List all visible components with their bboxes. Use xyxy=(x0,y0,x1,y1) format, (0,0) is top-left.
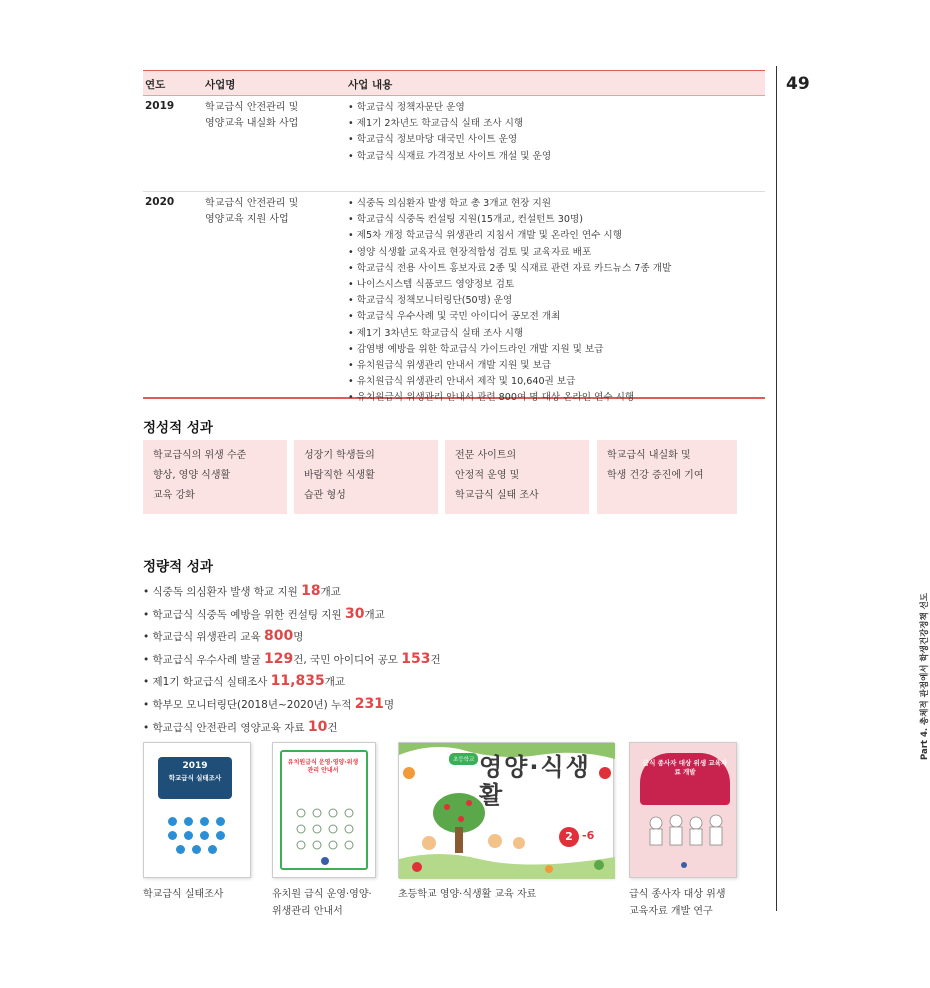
row-project xyxy=(205,196,335,228)
quant-item xyxy=(143,716,441,739)
quant-number: 18 xyxy=(301,583,321,599)
box-line: 습관 형성 xyxy=(304,490,346,501)
book-cover-staff-training xyxy=(629,742,737,878)
cover-icon-dot xyxy=(200,831,209,840)
quant-text: 학교급식 안전관리 영양교육 자료 xyxy=(152,721,308,734)
row-item: • 식중독 의심환자 발생 학교 총 3개교 현장 지원 xyxy=(348,196,671,212)
quant-text: 학교급식 식중독 예방을 위한 컨설팅 지원 xyxy=(152,608,345,621)
book-cover-elementary xyxy=(398,742,614,878)
quant-unit: 건, xyxy=(293,653,311,666)
quant-item xyxy=(143,603,441,626)
qualitative-box xyxy=(445,440,589,514)
quantitative-title: 정량적 성과 xyxy=(143,559,213,575)
cover-icon-dot xyxy=(176,845,185,854)
quant-item xyxy=(143,693,441,716)
row-item: • 영양 식생활 교육자료 현장적합성 검토 및 교육자료 배포 xyxy=(348,245,671,261)
caption-line: 위생관리 안내서 xyxy=(272,906,343,917)
quant-number: 11,835 xyxy=(270,673,325,690)
box-line: 학교급식 실태 조사 xyxy=(455,490,539,501)
row-project-line: 학교급식 안전관리 및 xyxy=(205,198,299,209)
table-header xyxy=(143,70,765,96)
row-items xyxy=(348,100,551,165)
caption-line: 학교급식 실태조사 xyxy=(143,889,224,900)
cover-illustration xyxy=(273,743,377,879)
quant-unit: 명 xyxy=(293,631,304,644)
row-item: • 나이스시스템 식품코드 영양정보 검토 xyxy=(348,277,671,293)
row-year: 2020 xyxy=(145,196,175,208)
caption-line: 유치원 급식 운영·영양· xyxy=(272,889,372,900)
caption-line: 초등학교 영양·식생활 교육 자료 xyxy=(398,889,537,900)
box-line: 안정적 운영 및 xyxy=(455,470,520,481)
cover-icon-dot xyxy=(200,817,209,826)
row-item: • 유치원급식 위생관리 안내서 개발 지원 및 보급 xyxy=(348,358,671,374)
row-items xyxy=(348,196,671,407)
row-item: • 학교급식 전용 사이트 홍보자료 2종 및 식재료 관련 자료 카드뉴스 7종 개발 xyxy=(348,261,671,277)
quant-number: 129 xyxy=(263,650,294,667)
quant-item xyxy=(143,625,441,648)
quant-unit: 건 xyxy=(327,721,338,734)
header-content: 사업 내용 xyxy=(348,79,393,91)
cover-title: 급식 종사자 대상 위생 교육자료 개발 xyxy=(642,759,728,776)
cover-year: 2019 xyxy=(182,761,208,771)
cover-title-block xyxy=(158,757,232,799)
caption-line: 교육자료 개발 연구 xyxy=(629,906,713,917)
cover-subtitle: 학교급식 실태조사 xyxy=(168,774,222,782)
project-table xyxy=(143,70,765,404)
quant-number: 153 xyxy=(401,650,431,667)
quant-text: 학교급식 위생관리 교육 xyxy=(152,631,264,644)
row-item: • 학교급식 식중독 컨설팅 지원(15개교, 컨설턴트 30명) xyxy=(348,212,671,228)
qualitative-box xyxy=(143,440,287,514)
cover-icon-dot xyxy=(216,817,225,826)
book-caption xyxy=(398,886,536,903)
cover-icon-dot xyxy=(216,831,225,840)
cover-grade-badge: 2 xyxy=(559,827,579,847)
margin-rule xyxy=(776,66,777,911)
quant-text: 식중독 의심환자 발생 학교 지원 xyxy=(152,586,302,598)
cover-icon-dot xyxy=(208,845,217,854)
quant-unit: 명 xyxy=(383,698,395,711)
caption-line: 급식 종사자 대상 위생 xyxy=(629,889,726,900)
row-project-line: 영양교육 내실화 사업 xyxy=(205,118,299,129)
quant-number: 231 xyxy=(354,695,384,712)
qualitative-box xyxy=(597,440,737,514)
cover-title: 유치원급식 운영·영양·위생관리 안내서 xyxy=(287,759,359,774)
row-item: • 학교급식 정책자문단 운영 xyxy=(348,100,551,116)
row-item: • 학교급식 우수사례 및 국민 아이디어 공모전 개최 xyxy=(348,309,671,325)
row-project-line: 영양교육 지원 사업 xyxy=(205,214,289,225)
cover-icon-dot xyxy=(168,817,177,826)
box-line: 학교급식 내실화 및 xyxy=(607,450,691,461)
cover-icon-dot xyxy=(168,831,177,840)
cover-icon-dot xyxy=(184,817,193,826)
row-item: • 제1기 3차년도 학교급식 실태 조사 시행 xyxy=(348,326,671,342)
row-item: • 유치원급식 위생관리 안내서 관련 800여 명 대상 온라인 연수 시행 xyxy=(348,390,671,406)
book-caption xyxy=(143,886,223,903)
box-line: 전문 사이트의 xyxy=(455,450,517,461)
row-year: 2019 xyxy=(145,100,175,112)
cover-grade-label: 초등학교 xyxy=(449,753,478,765)
page-number: 49 xyxy=(786,74,810,94)
quant-unit: 개교 xyxy=(320,586,341,598)
row-item: • 학교급식 식재료 가격정보 사이트 개설 및 운영 xyxy=(348,149,551,165)
header-project: 사업명 xyxy=(205,79,236,91)
box-line: 학생 건강 증진에 기여 xyxy=(607,470,704,481)
quant-unit: 건 xyxy=(430,653,441,666)
quant-unit: 개교 xyxy=(324,676,345,689)
box-line: 바람직한 식생활 xyxy=(304,470,375,481)
box-line: 향상, 영양 식생활 xyxy=(153,470,231,481)
quant-text: 국민 아이디어 공모 xyxy=(310,653,402,666)
row-item: • 학교급식 정책모니터링단(50명) 운영 xyxy=(348,293,671,309)
quant-text: 학부모 모니터링단(2018년~2020년) 누적 xyxy=(152,698,355,711)
quant-number: 800 xyxy=(263,628,294,645)
side-caption xyxy=(778,592,930,910)
cover-grade-suffix: -6 xyxy=(582,829,595,842)
cover-icon-dot xyxy=(184,831,193,840)
qualitative-box xyxy=(294,440,438,514)
table-row-2020 xyxy=(143,192,765,404)
quant-text: 제1기 학교급식 실태조사 xyxy=(152,676,271,689)
row-item: • 감염병 예방을 위한 학교급식 가이드라인 개발 지원 및 보급 xyxy=(348,342,671,358)
book-caption xyxy=(272,886,372,920)
quantitative-list xyxy=(143,580,441,738)
cover-title: 영양·식생활 xyxy=(479,753,591,809)
quant-unit: 개교 xyxy=(364,608,385,621)
row-project xyxy=(205,100,335,132)
quant-item xyxy=(143,670,441,693)
cover-icon-dot xyxy=(192,845,201,854)
row-item: • 학교급식 정보마당 대국민 사이트 운영 xyxy=(348,132,551,148)
side-caption-text: Part 4. 총체적 관점에서 학생건강정책 선도 xyxy=(920,592,930,760)
row-item: • 유치원급식 위생관리 안내서 제작 및 10,640권 보급 xyxy=(348,374,671,390)
quant-number: 10 xyxy=(307,718,328,735)
header-year: 연도 xyxy=(145,79,166,91)
cover-illustration xyxy=(630,743,738,879)
box-line: 성장기 학생들의 xyxy=(304,450,375,461)
table-row-2019 xyxy=(143,96,765,192)
row-item: • 제5차 개정 학교급식 위생관리 지침서 개발 및 온라인 연수 시행 xyxy=(348,228,671,244)
quant-item xyxy=(143,580,441,603)
qualitative-title: 정성적 성과 xyxy=(143,420,213,436)
book-caption xyxy=(629,886,725,920)
book-cover-survey xyxy=(143,742,251,878)
row-project-line: 학교급식 안전관리 및 xyxy=(205,102,299,113)
box-line: 학교급식의 위생 수준 xyxy=(153,450,247,461)
quant-number: 30 xyxy=(345,605,365,622)
quant-item xyxy=(143,648,441,671)
book-cover-kindergarten xyxy=(272,742,376,878)
box-line: 교육 강화 xyxy=(153,490,195,501)
quant-text: 학교급식 우수사례 발굴 xyxy=(152,653,264,666)
row-item: • 제1기 2차년도 학교급식 실태 조사 시행 xyxy=(348,116,551,132)
